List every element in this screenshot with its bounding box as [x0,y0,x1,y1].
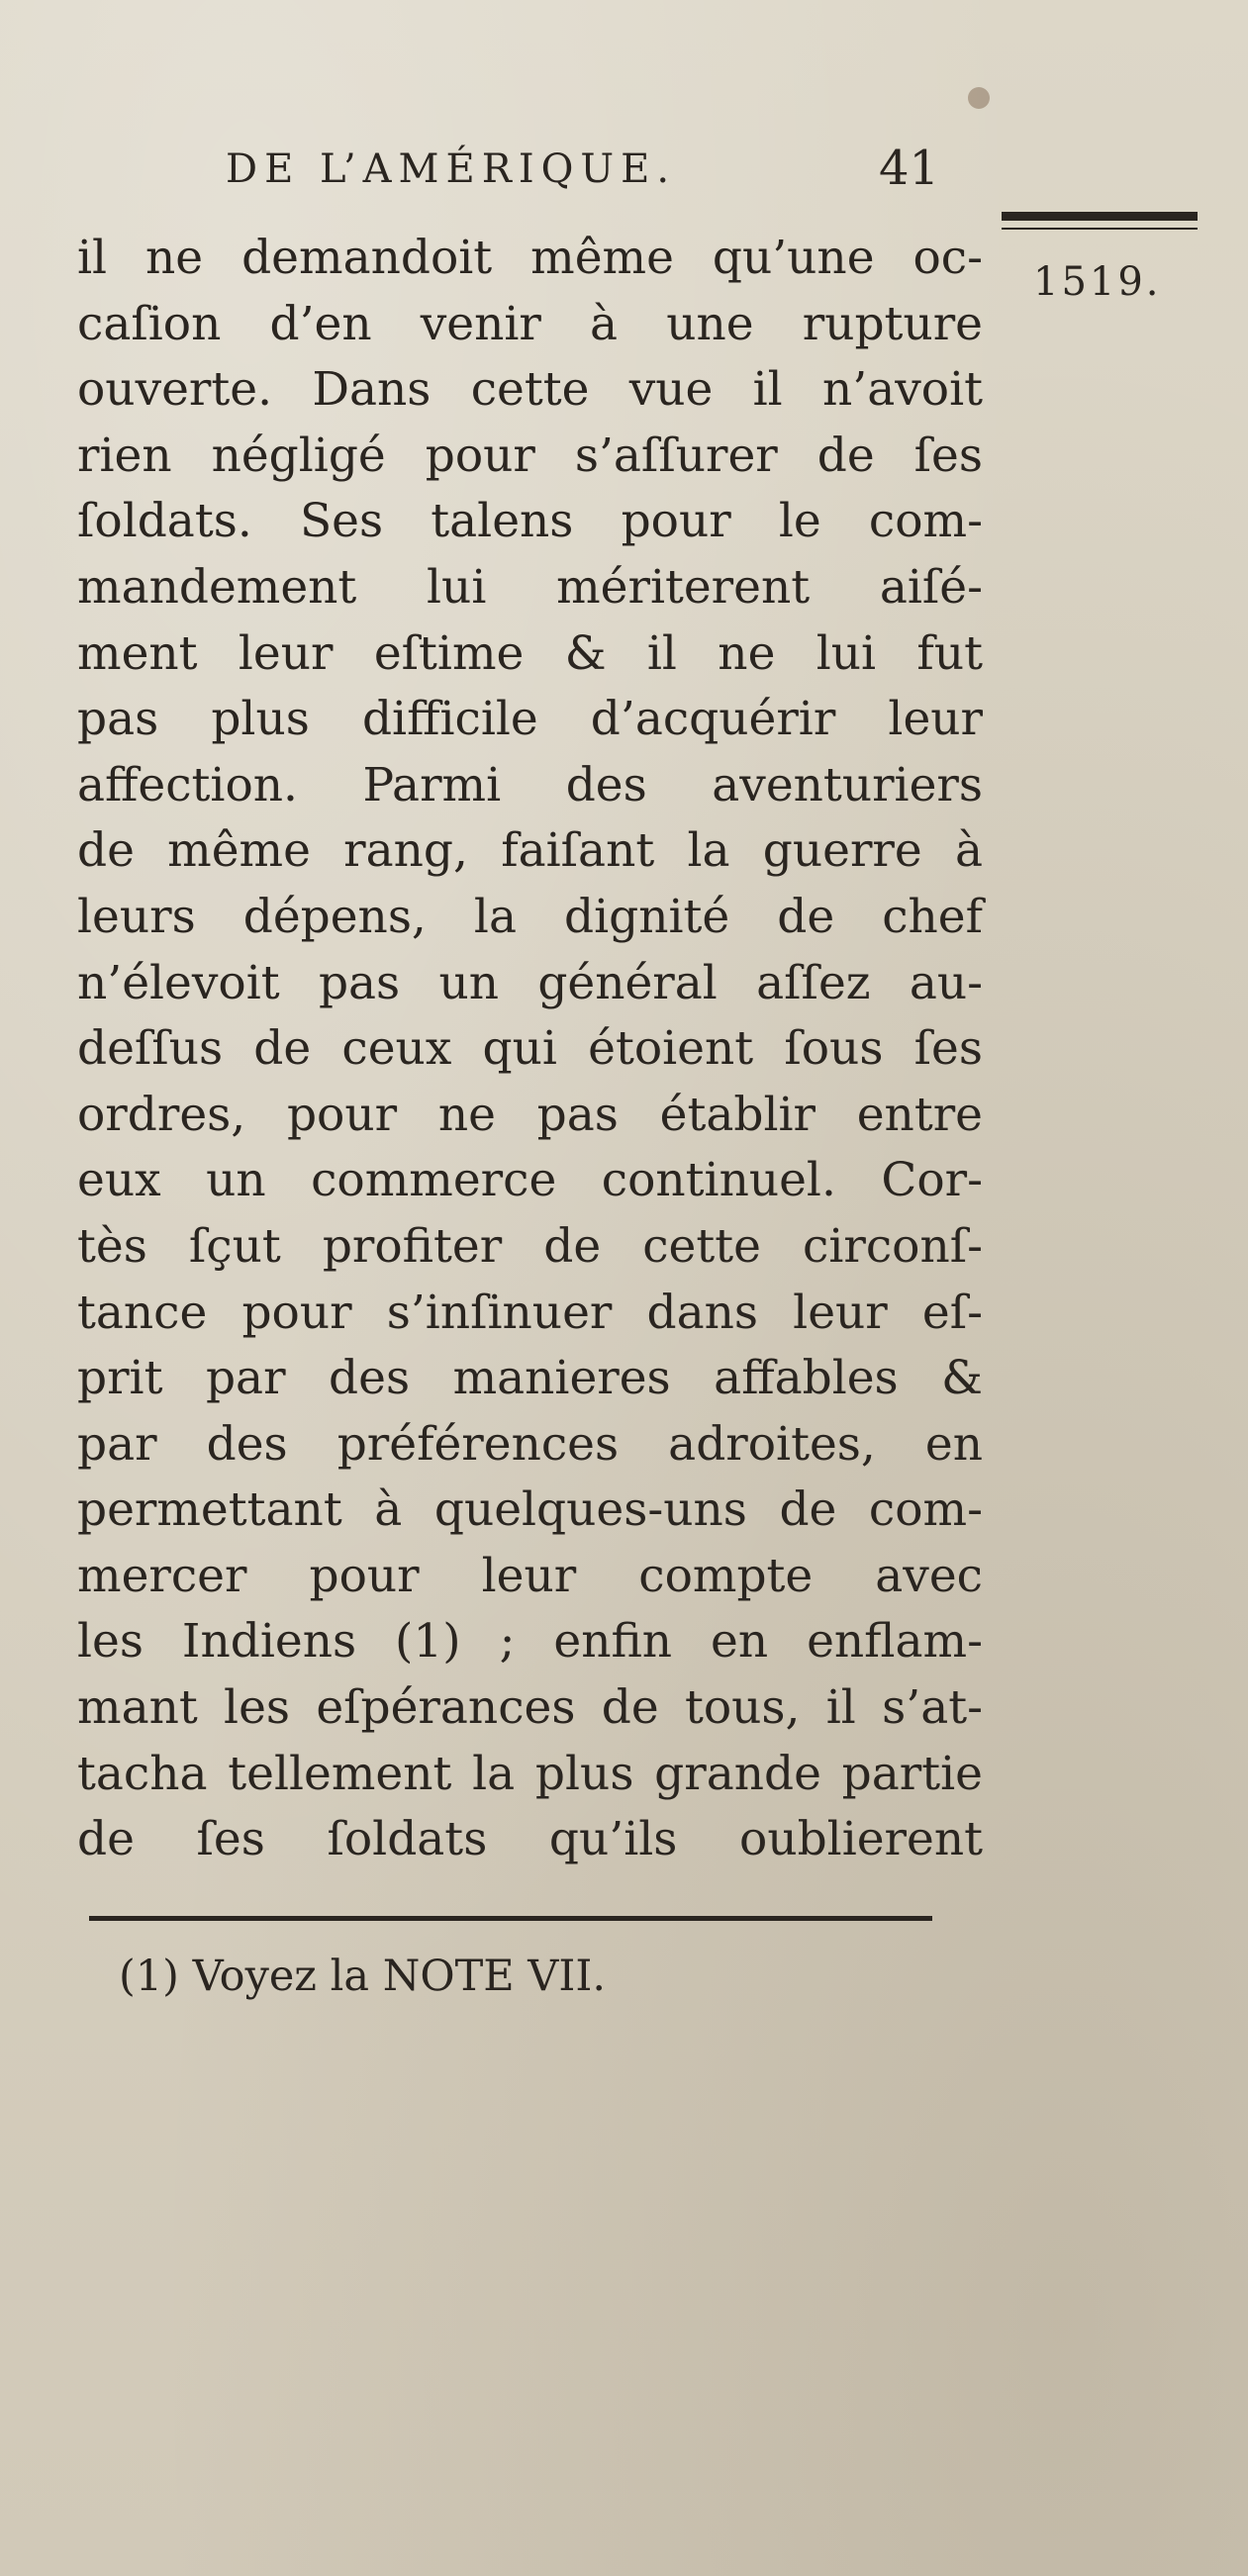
text-line: de même rang, faiſant la guerre à [77,823,983,879]
text-line: ordres, pour ne pas établir entre [77,1087,983,1142]
text-line: tès ſçut profiter de cette circonſ- [77,1218,983,1274]
footnote-rule [89,1916,932,1921]
text-line: mant les eſpérances de tous, il s’at- [77,1680,983,1736]
text-line: n’élevoit pas un général aſſez au- [77,955,983,1010]
text-line: ment leur eſtime & il ne lui fut [77,625,983,681]
footnote: (1) Voyez la NOTE VII. [119,1952,607,2001]
text-line: ſoldats. Ses talens pour le com- [77,494,983,549]
text-line: eux un commerce continuel. Cor- [77,1153,983,1208]
text-line: pas plus difficile d’acquérir leur [77,692,983,747]
margin-year: 1519. [1033,259,1162,305]
page-number: 41 [879,141,940,196]
body-text [77,226,983,1873]
text-line: il ne demandoit même qu’une oc- [77,231,983,285]
text-line: affection. Parmi des aventuriers [77,757,983,812]
running-title: DE L’AMÉRIQUE. [226,146,677,192]
text-line: deſſus de ceux qui étoient ſous ſes [77,1021,983,1077]
text-line: tance pour s’inſinuer dans leur eſ- [77,1285,983,1340]
margin-rule [1002,212,1198,221]
margin-rule-thin [1002,228,1198,230]
text-line: par des préférences adroites, en [77,1416,983,1472]
text-line: leurs dépens, la dignité de chef [77,889,983,944]
ink-stain [968,87,990,109]
text-line: ouverte. Dans cette vue il n’avoit [77,362,983,418]
text-line: permettant à quelques-uns de com- [77,1482,983,1538]
text-line: de ſes ſoldats qu’ils oublierent [77,1812,983,1867]
text-line: mandement lui mériterent aiſé- [77,559,983,615]
text-line: rien négligé pour s’aſſurer de ſes [77,428,983,483]
text-line: tacha tellement la plus grande partie [77,1746,983,1801]
text-line: caſion d’en venir à une rupture [77,296,983,351]
text-line: mercer pour leur compte avec [77,1548,983,1603]
text-line: les Indiens (1) ; enfin en enflam- [77,1614,983,1670]
text-line: prit par des manieres affables & [77,1351,983,1406]
